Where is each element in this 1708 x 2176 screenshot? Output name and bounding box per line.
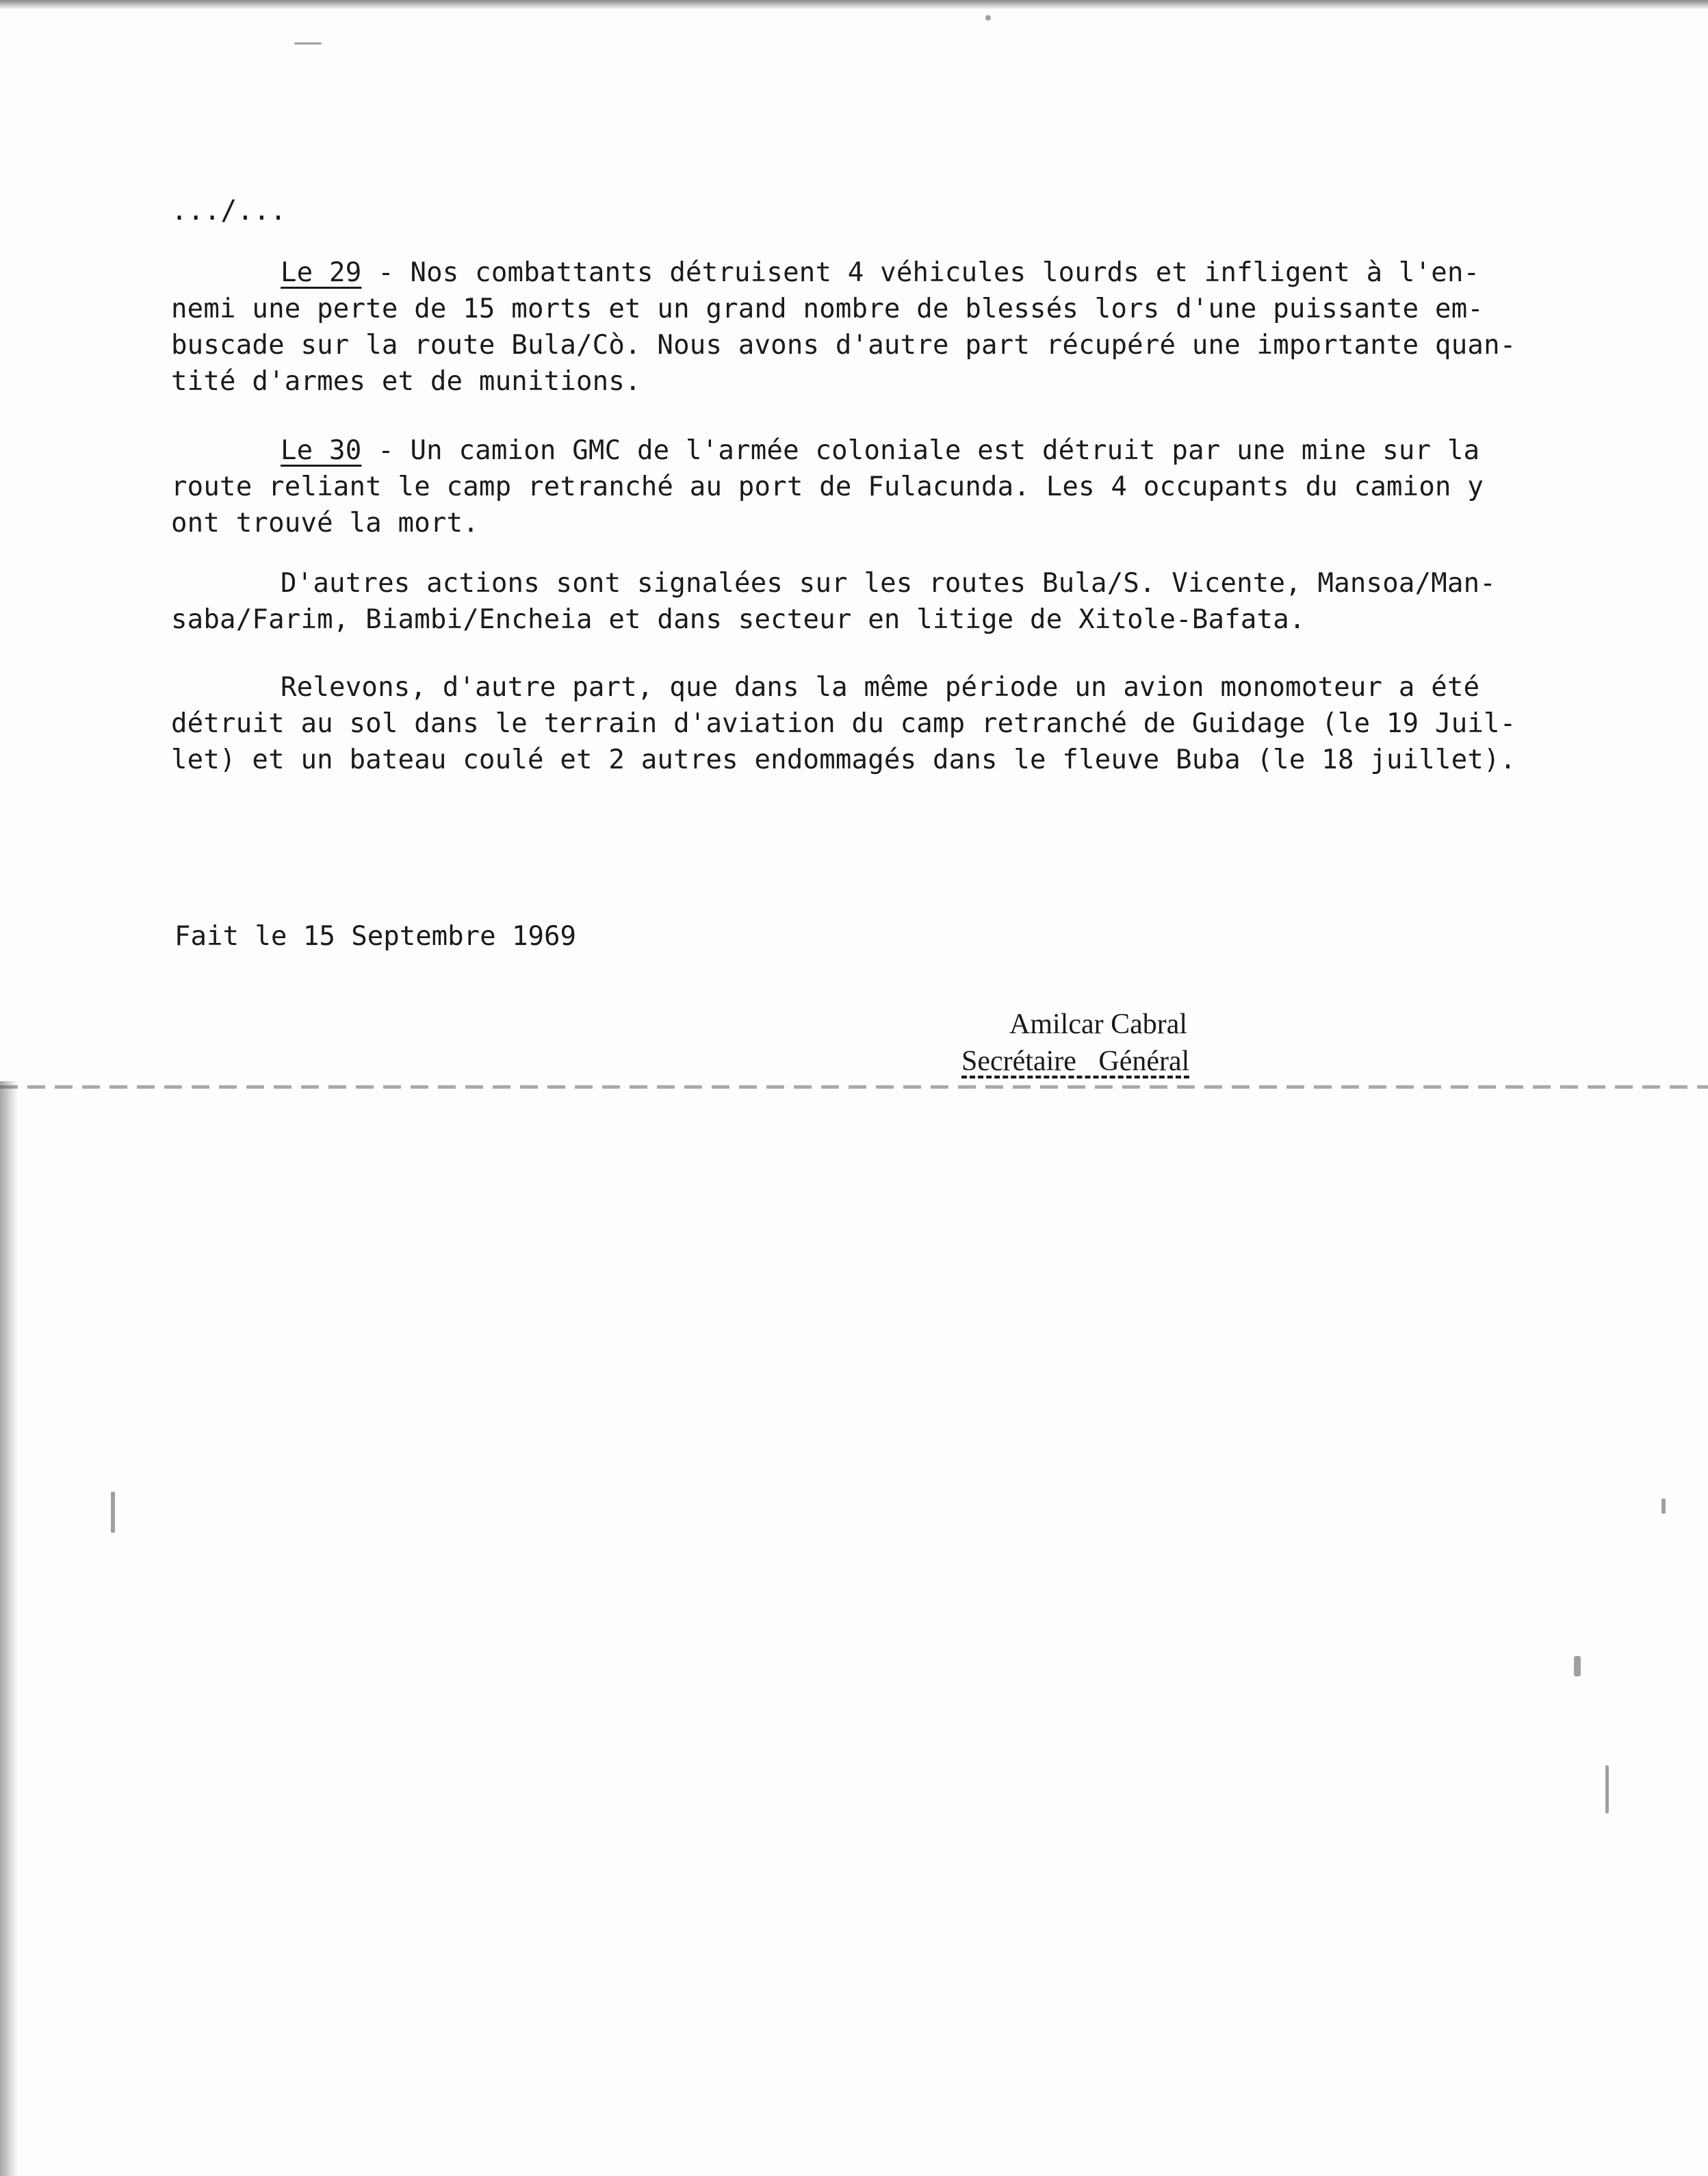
signatory-title: Secrétaire Général bbox=[961, 1046, 1190, 1077]
paragraph-line: détruit au sol dans le terrain d'aviation du camp retranché de Guidage (le 19 Juil- bbox=[171, 708, 1516, 739]
scan-left-edge bbox=[0, 1081, 18, 2176]
date-lead: Le 29 bbox=[281, 257, 362, 288]
paragraph-le-29 bbox=[171, 255, 1516, 400]
paragraph-line: saba/Farim, Biambi/Encheia et dans secteur en litige de Xitole-Bafata. bbox=[171, 604, 1306, 635]
scan-speck bbox=[111, 1492, 115, 1533]
scan-top-edge bbox=[0, 0, 1708, 10]
paragraph-line: tité d'armes et de munitions. bbox=[171, 366, 641, 397]
continuation-mark: .../... bbox=[171, 195, 287, 226]
paragraph-line: route reliant le camp retranché au port de Fulacunda. Les 4 occupants du camion y bbox=[171, 471, 1484, 502]
paragraph-line: buscade sur la route Bula/Cò. Nous avons d'autre part récupéré une importante quan- bbox=[171, 330, 1516, 361]
paragraph-line: nemi une perte de 15 morts et un grand nombre de blessés lors d'une puissante em- bbox=[171, 294, 1484, 324]
paragraph-relevons bbox=[171, 669, 1516, 778]
paragraph-line: let) et un bateau coulé et 2 autres endommagés dans le fleuve Buba (le 18 juillet). bbox=[171, 744, 1516, 775]
paragraph-line: Relevons, d'autre part, que dans la même période un avion monomoteur a été bbox=[281, 672, 1480, 703]
scan-speck bbox=[1574, 1656, 1581, 1676]
date-lead: Le 30 bbox=[281, 435, 362, 466]
scan-speck bbox=[985, 15, 991, 21]
scan-speck bbox=[1661, 1499, 1666, 1514]
scan-speck bbox=[1605, 1765, 1609, 1813]
paragraph-line: Le 29 - Nos combattants détruisent 4 véhicules lourds et infligent à l'en- bbox=[281, 257, 1480, 288]
paragraph-other-actions bbox=[171, 565, 1512, 638]
date-line: Fait le 15 Septembre 1969 bbox=[174, 921, 576, 952]
scan-speck bbox=[294, 42, 322, 44]
paragraph-line: ont trouvé la mort. bbox=[171, 508, 479, 539]
signature-block bbox=[961, 1006, 1189, 1080]
paragraph-line: Le 30 - Un camion GMC de l'armée coloniale est détruit par une mine sur la bbox=[281, 435, 1480, 466]
paragraph-le-30 bbox=[171, 432, 1512, 541]
signatory-name: Amilcar Cabral bbox=[1009, 1009, 1188, 1040]
paragraph-line: D'autres actions sont signalées sur les routes Bula/S. Vicente, Mansoa/Man- bbox=[281, 568, 1496, 599]
paper-fold-line bbox=[0, 1085, 1708, 1089]
